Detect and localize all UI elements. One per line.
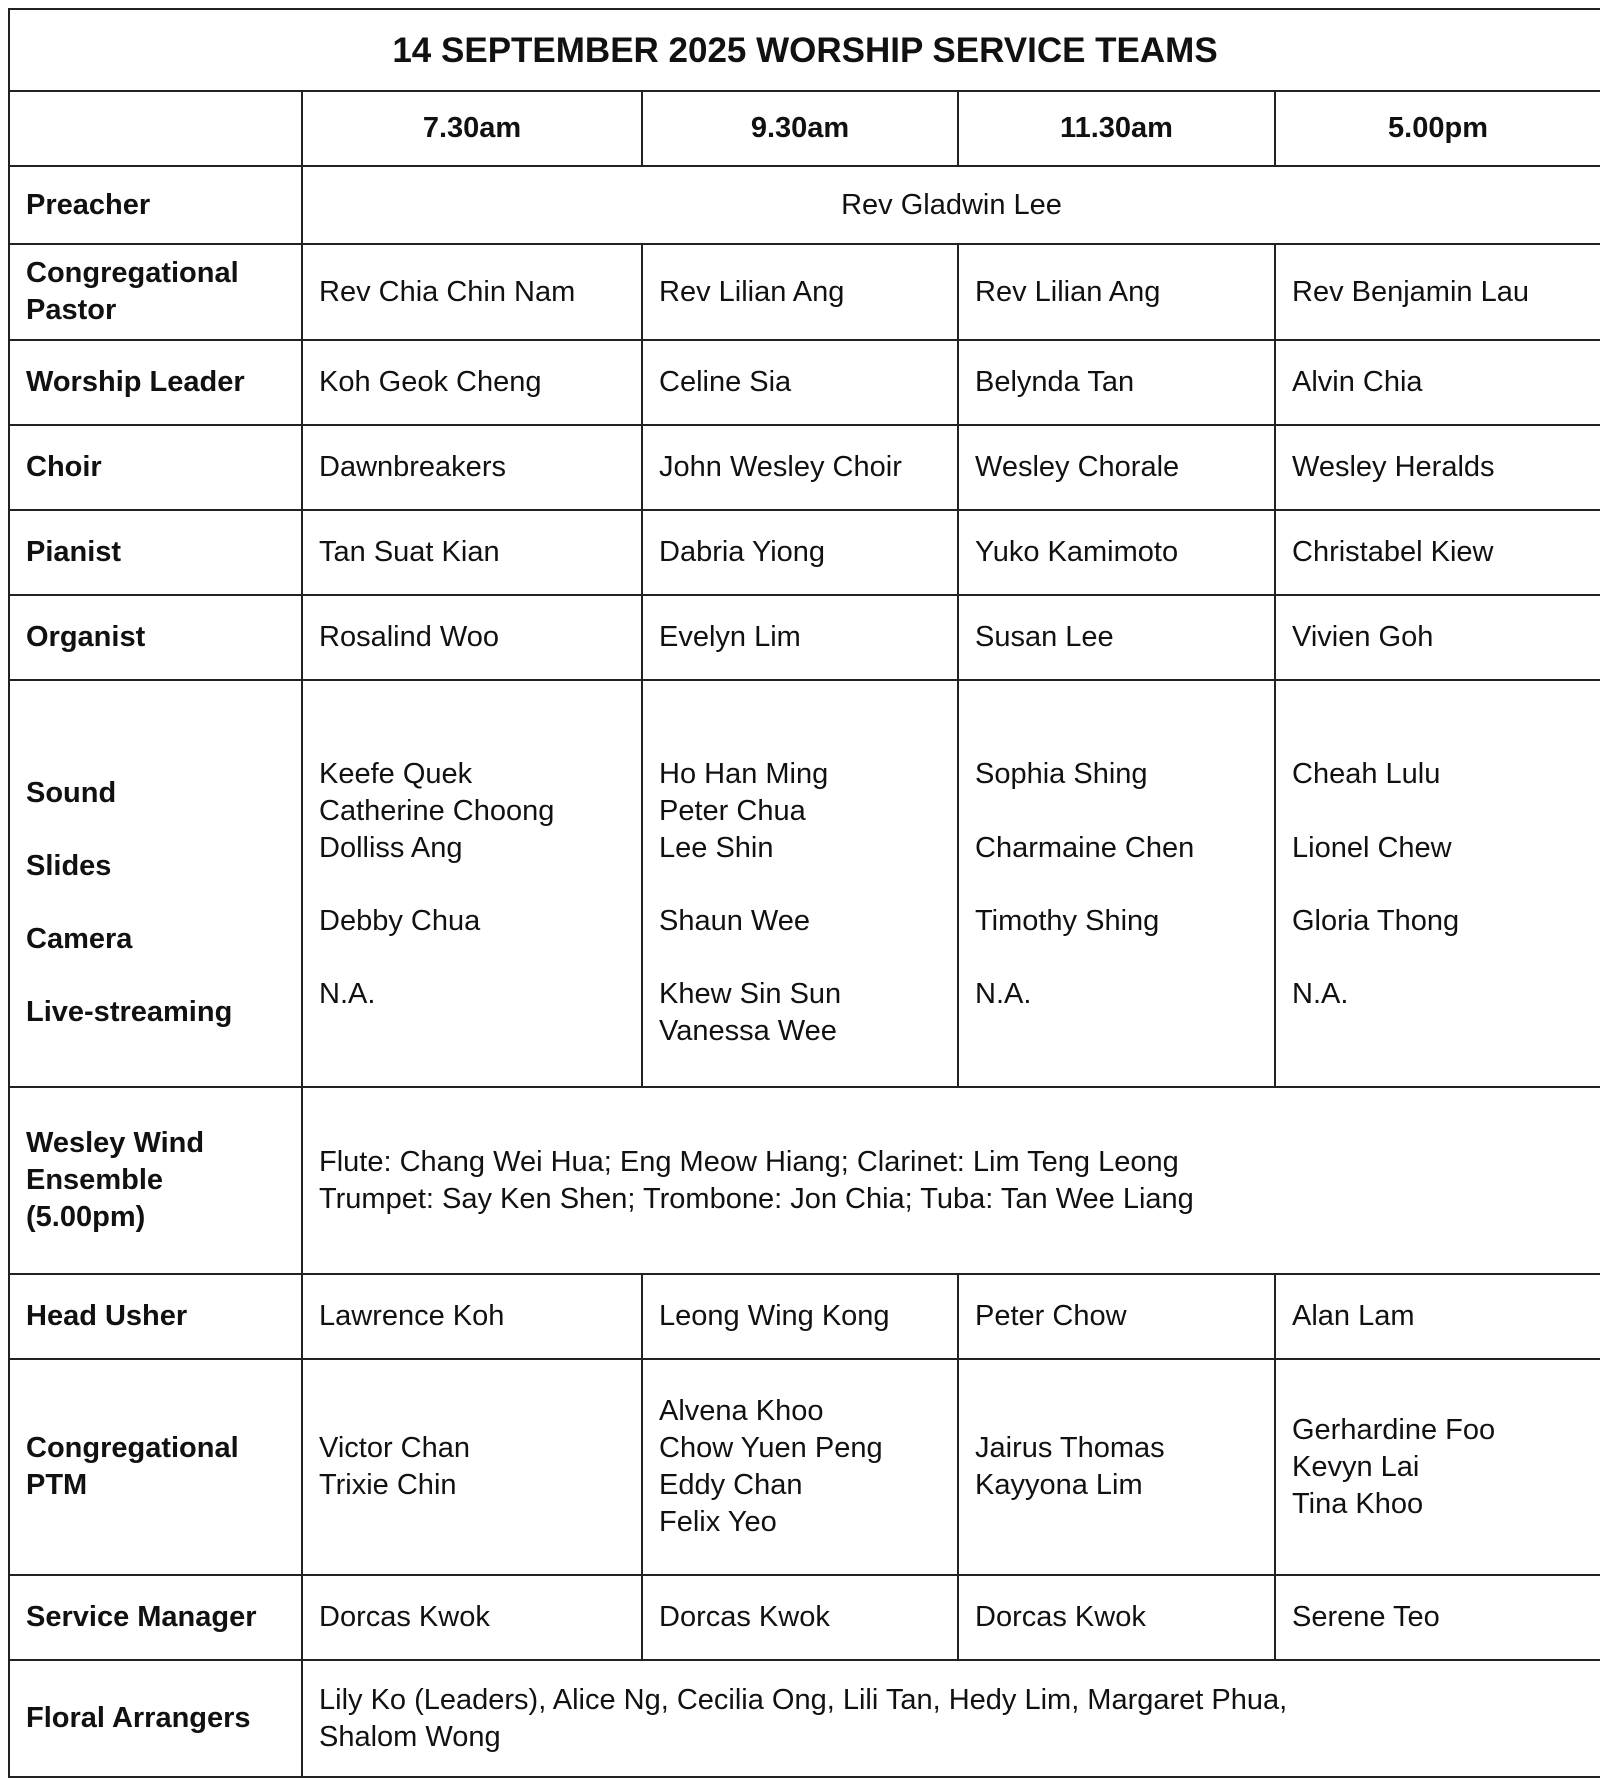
label-line: Pastor <box>26 294 117 326</box>
preacher-row <box>9 166 1600 244</box>
ptm-name: Kevyn Lai <box>1292 1450 1420 1483</box>
row-label: Choir <box>9 425 302 510</box>
header-row <box>9 91 1600 166</box>
preacher-value: Rev Gladwin Lee <box>302 166 1600 244</box>
time-header: 9.30am <box>642 91 958 166</box>
wind-ensemble-row <box>9 1087 1600 1274</box>
row-label: Worship Leader <box>9 340 302 425</box>
media-labels <box>9 680 302 1087</box>
time-header: 11.30am <box>958 91 1275 166</box>
live-streaming-label: Live-streaming <box>26 995 233 1028</box>
slides-name: Lionel Chew <box>1292 831 1452 864</box>
cell-value: Rosalind Woo <box>302 595 642 680</box>
label-line: PTM <box>26 1469 88 1501</box>
ptm-cell <box>958 1359 1275 1575</box>
label-line: Ensemble <box>26 1164 163 1196</box>
row-label <box>9 244 302 340</box>
ptm-name: Alvena Khoo <box>659 1395 824 1427</box>
media-cell <box>302 680 642 1087</box>
pastor-row <box>9 244 1600 340</box>
live-name <box>975 1013 1258 1050</box>
cell-value: Evelyn Lim <box>642 595 958 680</box>
sound-name: Peter Chua <box>659 794 806 827</box>
ptm-name: Eddy Chan <box>659 1469 803 1501</box>
cell-value: Serene Teo <box>1275 1575 1600 1660</box>
camera-label: Camera <box>26 922 133 955</box>
sound-name: Cheah Lulu <box>1292 757 1441 790</box>
slides-label: Slides <box>26 849 112 882</box>
cell-value: Wesley Heralds <box>1275 425 1600 510</box>
worship-teams-table <box>8 8 1600 1778</box>
cell-value: Dorcas Kwok <box>958 1575 1275 1660</box>
live-name: Khew Sin Sun <box>659 977 842 1010</box>
label-line: Congregational <box>26 257 239 289</box>
live-name <box>1292 1013 1584 1050</box>
cell-value: Dorcas Kwok <box>642 1575 958 1660</box>
slides-name: Dolliss Ang <box>319 831 463 864</box>
ptm-name: Chow Yuen Peng <box>659 1432 883 1464</box>
media-cell <box>958 680 1275 1087</box>
cell-value: Tan Suat Kian <box>302 510 642 595</box>
sound-name: Keefe Quek <box>319 757 473 790</box>
ptm-name: Felix Yeo <box>659 1506 777 1538</box>
ptm-name: Jairus Thomas <box>975 1432 1165 1464</box>
time-header: 5.00pm <box>1275 91 1600 166</box>
cell-value: Yuko Kamimoto <box>958 510 1275 595</box>
live-name: N.A. <box>975 977 1032 1010</box>
live-name: N.A. <box>319 977 376 1010</box>
cell-value: Vivien Goh <box>1275 595 1600 680</box>
page-title: 14 SEPTEMBER 2025 WORSHIP SERVICE TEAMS <box>9 9 1600 91</box>
cell-value: Lawrence Koh <box>302 1274 642 1359</box>
organist-row <box>9 595 1600 680</box>
live-name: N.A. <box>1292 977 1349 1010</box>
sound-name <box>975 793 1258 830</box>
head-usher-row <box>9 1274 1600 1359</box>
slides-name: Lee Shin <box>659 831 774 864</box>
row-label <box>9 1087 302 1274</box>
cell-value: Alan Lam <box>1275 1274 1600 1359</box>
camera-name: Gloria Thong <box>1292 904 1460 937</box>
live-name: Vanessa Wee <box>659 1014 837 1047</box>
cell-value: Dawnbreakers <box>302 425 642 510</box>
time-header: 7.30am <box>302 91 642 166</box>
text-line: Trumpet: Say Ken Shen; Trombone: Jon Chia; Tuba: Tan Wee Liang <box>319 1182 1194 1215</box>
row-label: Organist <box>9 595 302 680</box>
row-label: Preacher <box>9 166 302 244</box>
media-cell <box>642 680 958 1087</box>
cell-value: Rev Lilian Ang <box>958 244 1275 340</box>
header-empty-cell <box>9 91 302 166</box>
floral-value <box>302 1660 1600 1777</box>
cell-value: Alvin Chia <box>1275 340 1600 425</box>
media-cell <box>1275 680 1600 1087</box>
sound-label: Sound <box>26 776 117 809</box>
label-line: Wesley Wind <box>26 1127 205 1159</box>
cell-value: Wesley Chorale <box>958 425 1275 510</box>
ptm-cell <box>1275 1359 1600 1575</box>
row-label: Head Usher <box>9 1274 302 1359</box>
cell-value: John Wesley Choir <box>642 425 958 510</box>
cell-value: Dorcas Kwok <box>302 1575 642 1660</box>
wind-ensemble-value <box>302 1087 1600 1274</box>
floral-row <box>9 1660 1600 1777</box>
sound-name: Sophia Shing <box>975 757 1148 790</box>
cell-value: Susan Lee <box>958 595 1275 680</box>
pianist-row <box>9 510 1600 595</box>
label-line: (5.00pm) <box>26 1201 146 1233</box>
sound-name: Catherine Choong <box>319 794 555 827</box>
label-line: Congregational <box>26 1432 239 1464</box>
row-label: Floral Arrangers <box>9 1660 302 1777</box>
slides-name: Charmaine Chen <box>975 831 1195 864</box>
camera-name: Debby Chua <box>319 904 481 937</box>
text-line: Shalom Wong <box>319 1720 501 1753</box>
cell-value: Rev Benjamin Lau <box>1275 244 1600 340</box>
worship-leader-row <box>9 340 1600 425</box>
cell-value: Celine Sia <box>642 340 958 425</box>
service-manager-row <box>9 1575 1600 1660</box>
cell-value: Dabria Yiong <box>642 510 958 595</box>
sound-name <box>1292 793 1584 830</box>
cell-value: Belynda Tan <box>958 340 1275 425</box>
row-label: Pianist <box>9 510 302 595</box>
text-line: Lily Ko (Leaders), Alice Ng, Cecilia Ong, Lili Tan, Hedy Lim, Margaret Phua, <box>319 1683 1288 1716</box>
ptm-name: Kayyona Lim <box>975 1469 1143 1501</box>
cell-value: Rev Lilian Ang <box>642 244 958 340</box>
camera-name: Timothy Shing <box>975 904 1160 937</box>
cell-value: Christabel Kiew <box>1275 510 1600 595</box>
ptm-name: Victor Chan <box>319 1432 470 1464</box>
ptm-cell <box>302 1359 642 1575</box>
choir-row <box>9 425 1600 510</box>
ptm-cell <box>642 1359 958 1575</box>
row-label: Service Manager <box>9 1575 302 1660</box>
ptm-name: Tina Khoo <box>1292 1487 1424 1520</box>
cell-value: Rev Chia Chin Nam <box>302 244 642 340</box>
cell-value: Koh Geok Cheng <box>302 340 642 425</box>
row-label <box>9 1359 302 1575</box>
sound-name: Ho Han Ming <box>659 757 829 790</box>
text-line: Flute: Chang Wei Hua; Eng Meow Hiang; Clarinet: Lim Teng Leong <box>319 1145 1179 1178</box>
ptm-row <box>9 1359 1600 1575</box>
live-name <box>319 1013 625 1050</box>
ptm-name: Gerhardine Foo <box>1292 1413 1496 1446</box>
cell-value: Leong Wing Kong <box>642 1274 958 1359</box>
media-row <box>9 680 1600 1087</box>
cell-value: Peter Chow <box>958 1274 1275 1359</box>
ptm-name: Trixie Chin <box>319 1469 457 1501</box>
camera-name: Shaun Wee <box>659 904 811 937</box>
